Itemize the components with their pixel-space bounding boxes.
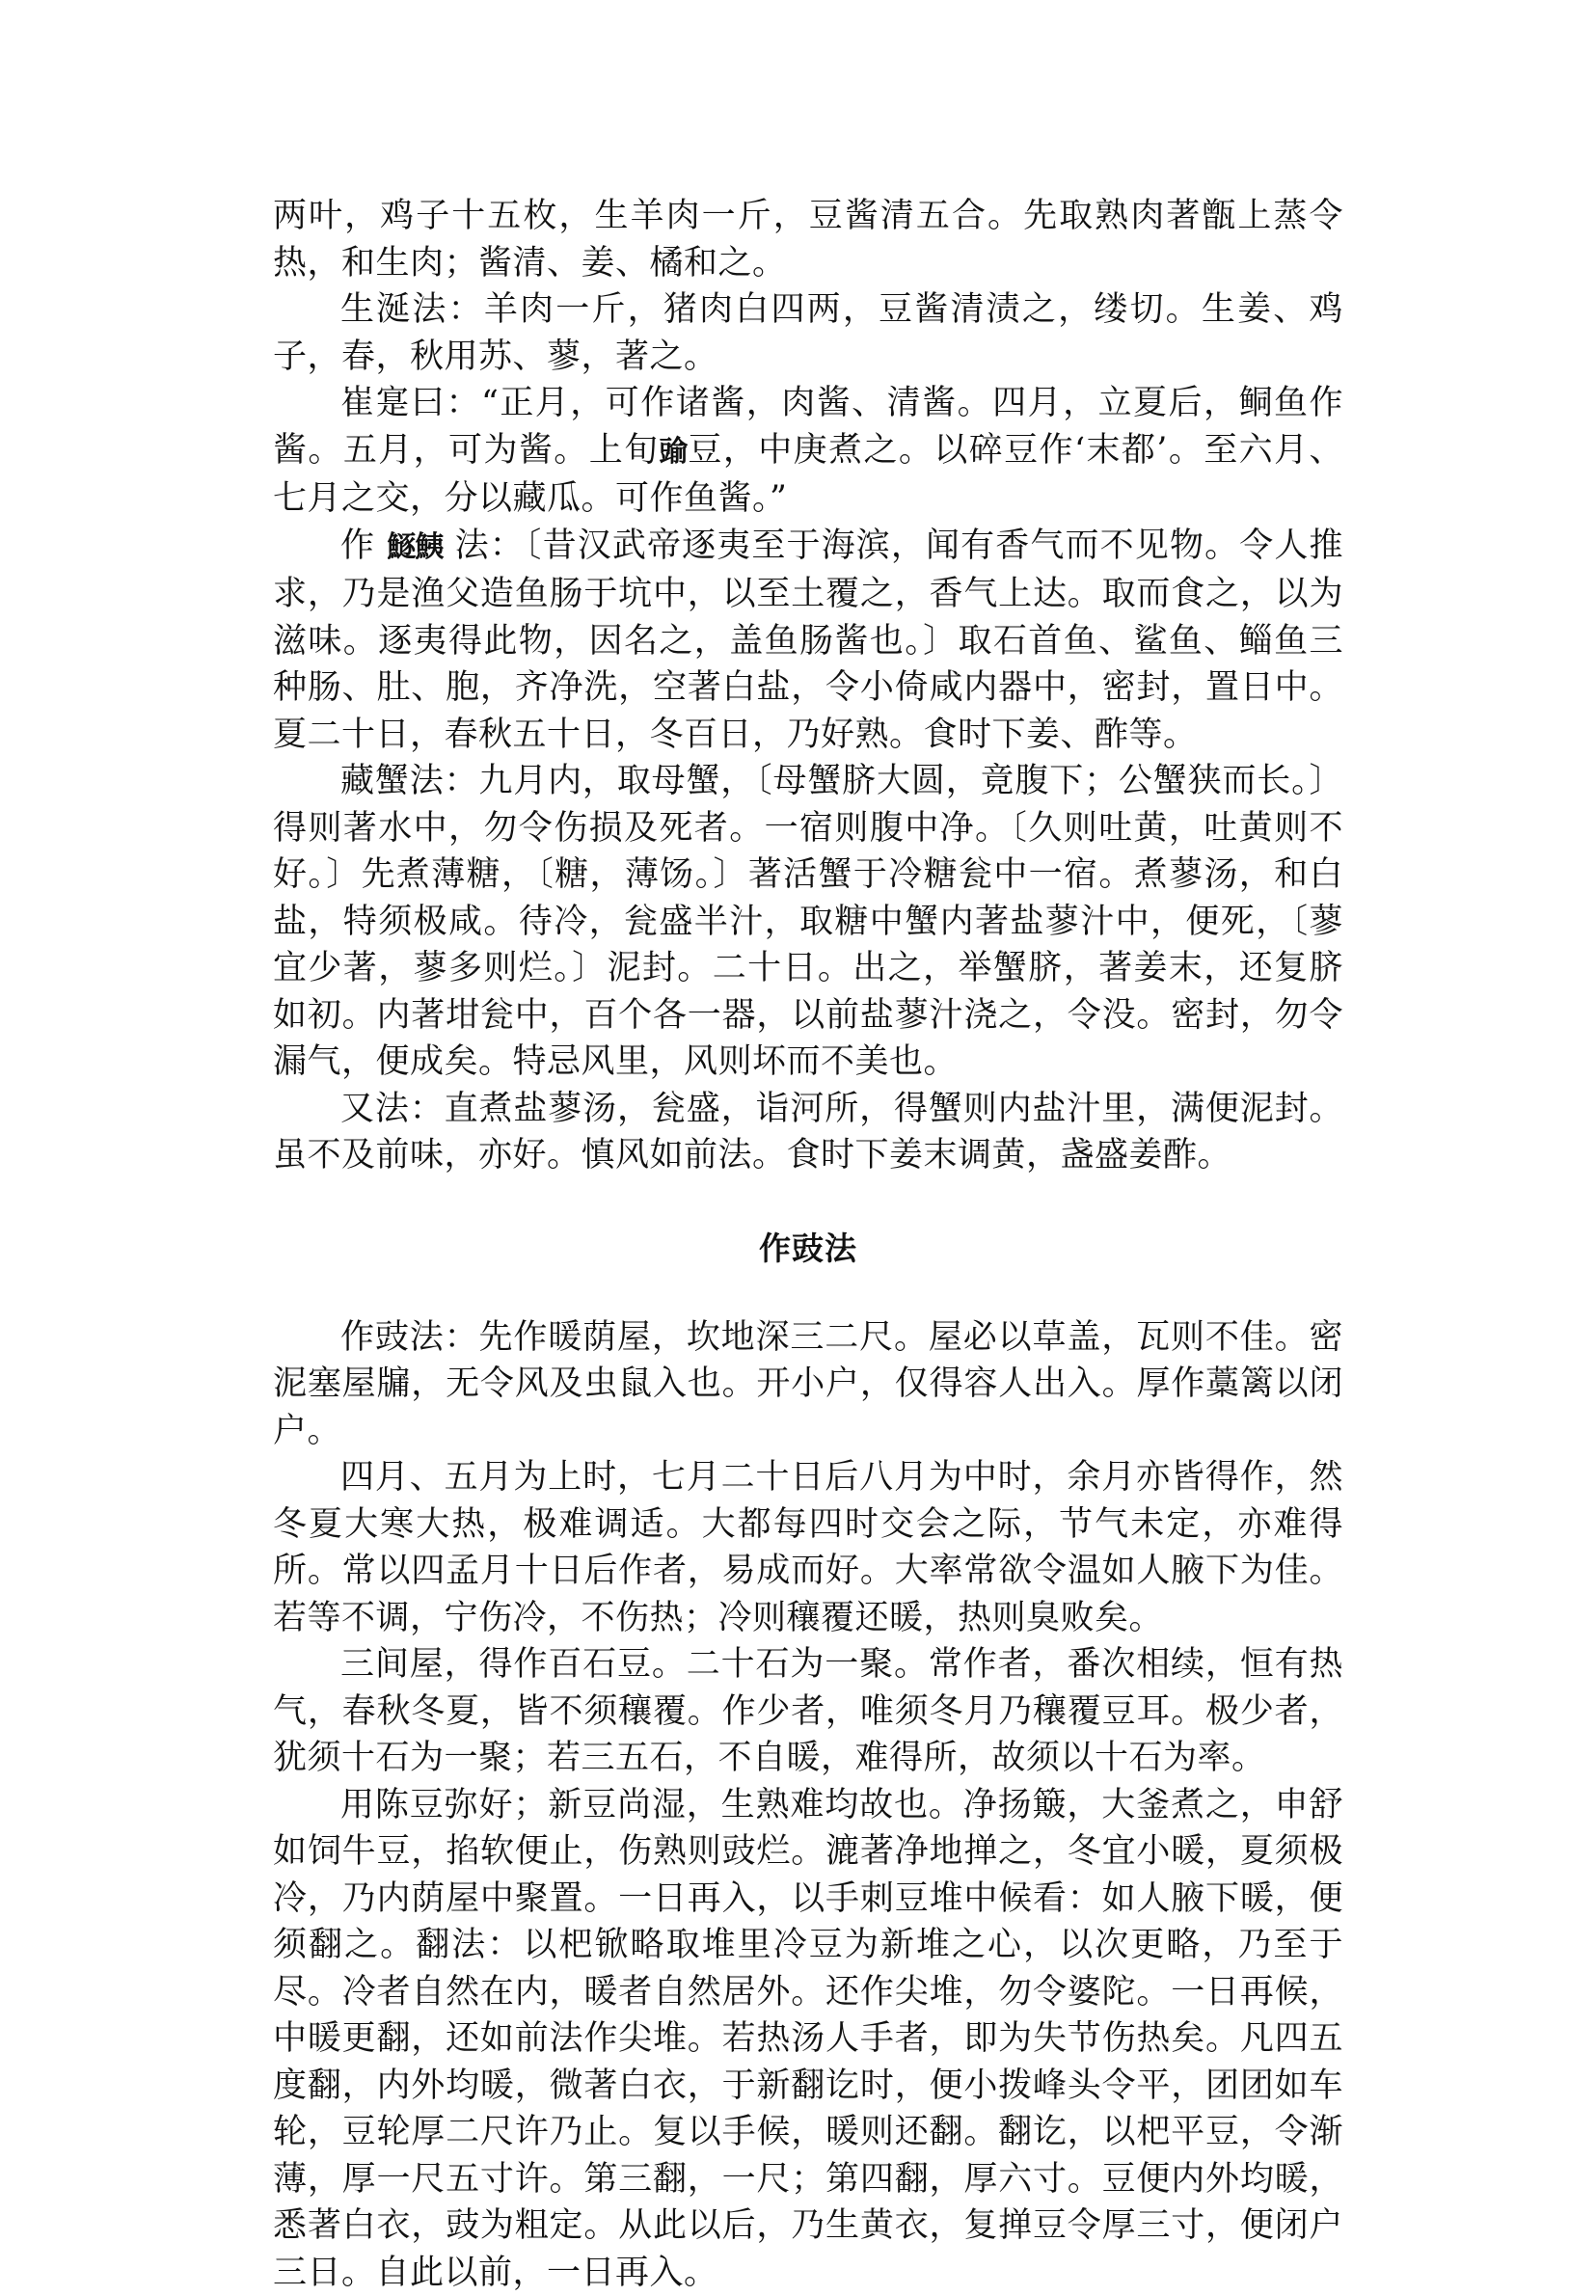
paragraph-san-jian-wu: 三间屋，得作百石豆。二十石为一聚。常作者，番次相续，恒有热气，春秋冬夏，皆不须穰覆。作少者，唯须冬月乃穰覆豆耳。极少者，犹须十石为一聚；若三五石，不自暖，难得所，故须以十石为率。 <box>273 1641 1343 1782</box>
document-page <box>273 193 1343 2296</box>
section-title: 作豉法 <box>273 1229 1343 1268</box>
paragraph-seasons: 四月、五月为上时，七月二十日后八月为中时，余月亦皆得作，然冬夏大寒大热，极难调适。大都每四时交会之际，节气未定，亦难得所。常以四孟月十日后作者，易成而好。大率常欲令温如人腋下为佳。若等不调，宁伤冷，不伤热；冷则穰覆还暖，热则臭败矣。 <box>273 1454 1343 1641</box>
paragraph-yong-chen-dou: 用陈豆弥好；新豆尚湿，生熟难均故也。净扬簸，大釜煮之，申舒如饲牛豆，掐软便止，伤熟则豉烂。漉著净地掸之，冬宜小暖，夏须极冷，乃内荫屋中聚置。一日再入，以手刺豆堆中候看：如人腋下暖，便须翻之。翻法：以杷锨略取堆里冷豆为新堆之心，以次更略，乃至于尽。冷者自然在内，暖者自然居外。还作尖堆，勿令婆陀。一日再候，中暖更翻，还如前法作尖堆。若热汤人手者，即为失节伤热矣。凡四五度翻，内外均暖，微著白衣，于新翻讫时，便小拨峰头令平，团团如车轮，豆轮厚二尺许乃止。复以手候，暖则还翻。翻讫，以杷平豆，令渐薄，厚一尺五寸许。第三翻，一尺；第四翻，厚六寸。豆便内外均暖，悉著白衣，豉为粗定。从此以后，乃生黄衣，复掸豆令厚三寸，便闭户三日。自此以前，一日再入。 <box>273 1782 1343 2296</box>
paragraph-zuo-chi-fa: 作豉法：先作暖荫屋，坎地深三二尺。屋必以草盖，瓦则不佳。密泥塞屋牖，无令风及虫鼠入也。开小户，仅得容人出入。厚作藁篱以闭户。 <box>273 1314 1343 1455</box>
paragraph-continued: 两叶，鸡子十五枚，生羊肉一斤，豆酱清五合。先取熟肉著甑上蒸令热，和生肉；酱清、姜、橘和之。 <box>273 193 1343 286</box>
paragraph-zhu-yi-fa <box>273 523 1343 759</box>
cui-shi-text-a: 崔寔曰：“正月，可作诸酱，肉酱、清酱。四月，立夏后，鲖鱼作酱。五月，可为酱。上旬 <box>273 384 1343 470</box>
paragraph-cang-xie-fa: 藏蟹法：九月内，取母蟹，〔母蟹脐大圆，竟腹下；公蟹狭而长。〕得则著水中，勿令伤损及死者。一宿则腹中净。〔久则吐黄，吐黄则不好。〕先煮薄糖，〔糖，薄饧。〕著活蟹于冷糖瓮中一宿。煮蓼汤，和白盐，特须极咸。待冷，瓮盛半汁，取糖中蟹内著盐蓼汁中，便死，〔蓼宜少著，蓼多则烂。〕泥封。二十日。出之，举蟹脐，著姜末，还复脐如初。内著坩瓮中，百个各一器，以前盐蓼汁浇之，令没。密封，勿令漏气，便成矣。特忌风里，风则坏而不美也。 <box>273 758 1343 1086</box>
rare-glyph-dou: 䜽 <box>660 429 688 476</box>
zhu-yi-text-a: 作 <box>340 527 375 565</box>
rare-glyph-zhuyi: 鱁鮧 <box>387 525 443 572</box>
paragraph-you-fa: 又法：直煮盐蓼汤，瓮盛，诣河所，得蟹则内盐汁里，满便泥封。虽不及前味，亦好。慎风如前法。食时下姜末调黄，盏盛姜酢。 <box>273 1086 1343 1179</box>
cui-shi-text-b: 豆，中庚煮之。以碎豆作‘末都’。至六月、七月之交，分以藏瓜。可作鱼酱。” <box>273 431 1343 519</box>
paragraph-cui-shi-yue <box>273 380 1343 523</box>
paragraph-sheng-xian-fa: 生涎法：羊肉一斤，猪肉白四两，豆酱清渍之，缕切。生姜、鸡子，春，秋用苏、蓼，著之。 <box>273 286 1343 380</box>
zhu-yi-text-b: 法：〔昔汉武帝逐夷至于海滨，闻有香气而不见物。令人推求，乃是渔父造鱼肠于坑中，以至土覆之，香气上达。取而食之，以为滋味。逐夷得此物，因名之，盖鱼肠酱也。〕取石首鱼、鲨鱼、鲻鱼三种肠、肚、胞，齐净洗，空著白盐，令小倚咸内器中，密封，置日中。夏二十日，春秋五十日，冬百日，乃好熟。食时下姜、酢等。 <box>273 527 1343 754</box>
